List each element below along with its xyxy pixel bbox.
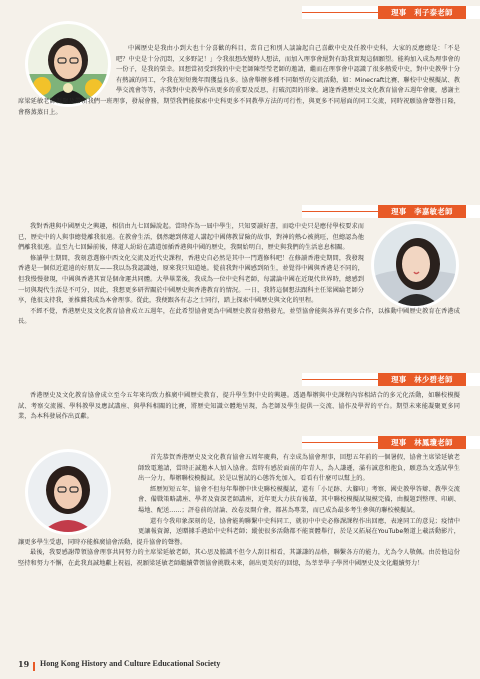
teacher-name-label: 理事 利子泰老師 [378,6,466,19]
paragraph: 還有令我印象深刻的是，協會能夠聯繫中史科同工，就初中中史必修課課程作出回應，表達同工的意見；疫情中更讓報資源，送贈據手港給中史科老師；縱使很多活動都不能實體舉行，於是又拓展在YouTube頻道上載活動影片，讓更多學生受惠，同時亦能推廣協會活動，提升協會的聲譽。 [18,517,460,546]
section-header-1 [302,6,480,19]
paragraph: 經歷短短五年，協會不但每年舉辦中世史聯校模擬試，還有「小足跡、大腳印」考察、國史教學答辯、教學交流會、備戰策略講座、學者及資深老師講座，近年更大力扶育後輩，其中聯校模擬試規模完備，由擬題到整理、印刷、場地、配送……；評卷前的討論、改卷及開介會，都甚為專業，而已成為最多考生參與的聯校模擬試。 [138,485,460,514]
section-body-3 [18,391,460,423]
paragraph: 我對香港與中國歷史之興趣，相信由九七回歸說起。當時作為一屆中學生，只知要讀好書，而唸中史只是應付學校要求而已，歷史中的人與事總覺離我很遠。在教會生活，偶然聽到傳道人講起中國傳教冒險的故事，對神的熱心被挑旺，但總認為他們離我很遠。直至九七回歸前後，傳道人紛紛在講道加插香港與中國的歷史，我開始明白，歷史與我們的生活息息相關。 [18,223,364,252]
section-header-3 [302,373,480,386]
section-header-4 [302,436,480,449]
paragraph: 最後，我要感謝帶領協會理事共同努力的主席梁延敏老師，其心思及膽識不但令人刮目相看，其謙謙的品格，聯繫各方的能力，尤為令人敬佩。由於他這份堅持和努力不懈，在此我真誠地獻上祝福，祝願梁延敏老師繼續帶領協會挑戰未來，創出更美好的回憶，為莘莘學子學習中國歷史及文化繼續努力！ [18,549,460,567]
paragraph: 中國歷史是我由小到大也十分喜歡的科目，當自己和別人談論起自己喜歡中史及任教中史科，大家的反應總是：「不是吧？中史是十分沉悶，又多野記！」令我很想改變時人想法，而加入理事會絕對有助我實現這個願望。能夠加入成為理事會的一份子，是我的榮幸。回想當初受到我的中史老師陳瑩瑩老師的邀請，繼而在理事會中認識了很多熱愛中史，對中史教學十分有熱誠的同工，令我在短短幾年間獲益良多。協會舉辦多種不同類型的交流活動，如：Minecraft比賽、聯校中史模擬試、教學交流會等等，亦我對中史教學作出更多的重要及反思，打破沉悶的形象。適逢香港歷史及文化教育協會五週年會慶，感謝主席梁延敏老師凝聚及帶領我們一班理事，發展會務，期望我們能探索中史科更多不同教學方法的可行性，與更多不同層面的同工交流，同時祝願協會聲譽日隆，會務蒸蒸日上。 [18,45,460,116]
paragraph: 修讀學士期間，我刻意選修中西文化交流及近代史課程，香港史自必然是其中一門選修科吧！在修讀香港史期間，我發現香港是一個似近還遠的好朋友——我以為我認識她，原來我只知道她。從前我對中國感到陌生，並覺得中國與香港是不同的，但我慢慢發現，中國與香港其實是個命運共同體。大學畢業後，我成為一位中史科老師，每講論中國在近現代世界時，總感到一切與現代生活是不可分，因此，我想更多研習關於中國歷史與香港教育的情況。一日，我將這個想法跟科主任梁國綸老師分享，他很支持我，並推薦我成為本會理事。從此，我便跟各有志之士同行，踏上探索中國歷史與文化的里程。 [18,254,364,305]
teacher-name-label: 理事 林少碧老師 [378,373,466,386]
section-body-4 [18,453,460,570]
page-number: 19 [18,659,30,669]
footer-divider [33,662,35,671]
paragraph: 首先恭賀香港歷史及文化教育協會五周年慶典，有幸成為協會理事，回想五年前的一個暑假，協會主席梁延敏老師致電邀請，當時正誠邀本人加入協會。當時有感於面前的年青人，為人謙遜，滿有誠意和抱負，願意為文透試學生出一分力，舉辦聯校模擬試。於是以嘗試的心態答允加入，看看有什麼可以幫上的。 [138,454,460,483]
page-footer [0,657,480,679]
paragraph: 香港歷史及文化教育協會成立至今五年來均致力推廣中國歷史教育，提升學生對中史的興趣。透過舉辦與中史課程內容相結合的多元化活動，如聯校模擬試、考察交流團、學科教學及應試講座、與學科相關的比賽，將歷史知識立體地呈現，為老師及學生提供一交流、協作及學習的平台。期望未來能凝聚更多同業，為本科發展作出貢獻。 [18,392,460,421]
society-name: Hong Kong History and Culture Educational Society [40,659,221,668]
section-header-2 [302,205,480,218]
teacher-name-label: 理事 李嘉敏老師 [378,205,466,218]
section-body-1 [18,44,460,118]
teacher-name-label: 理事 林鳳瓊老師 [378,436,466,449]
paragraph: 不經不覺，香港歷史及文化教育協會成立五週年，在此希望協會更為中國歷史教育發熱發光，並望協會能與各界有更多合作，以推動中國歷史教育在香港成長。 [18,307,460,326]
section-body-2 [18,222,460,328]
